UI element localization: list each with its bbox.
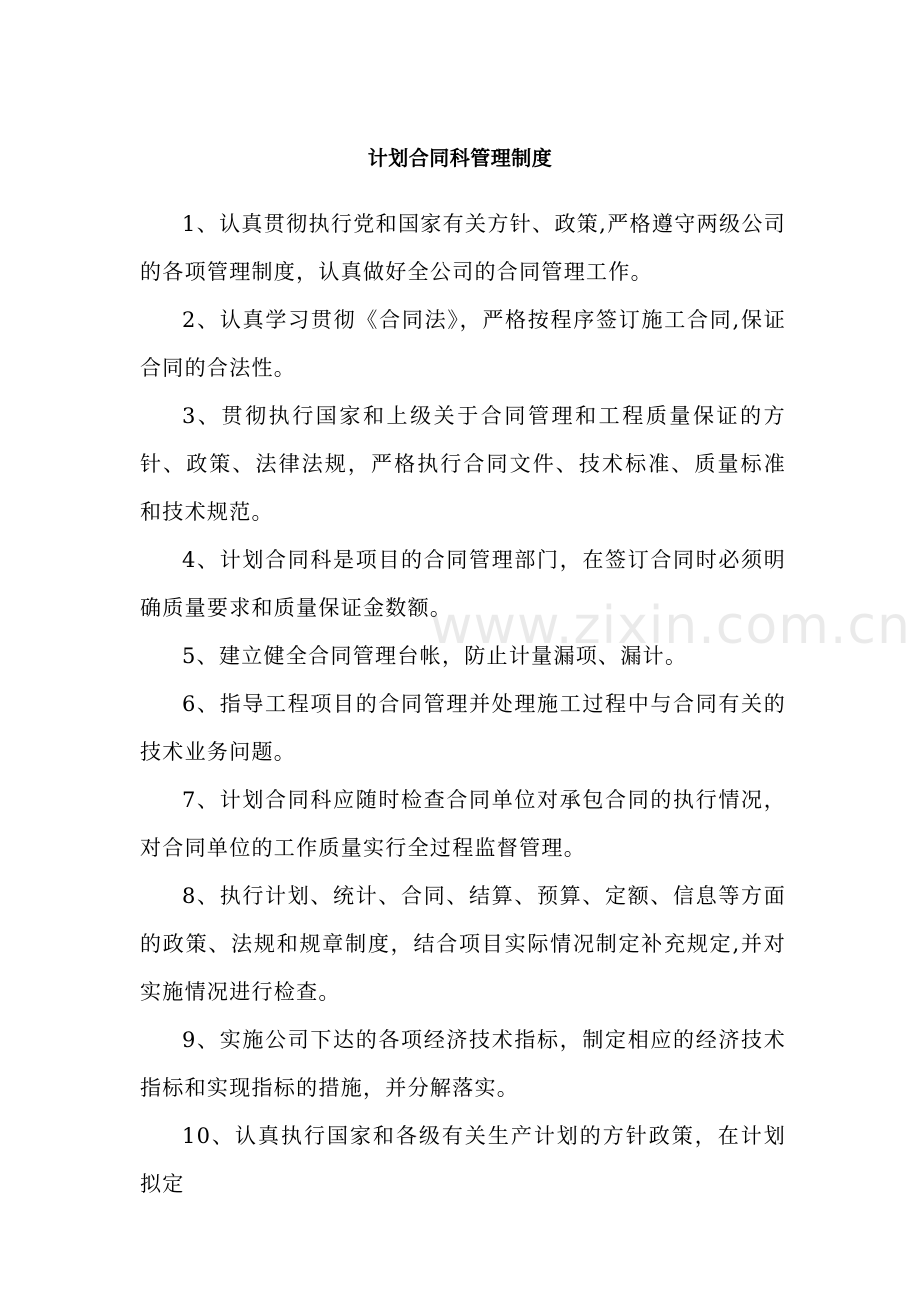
paragraph-9: 9、实施公司下达的各项经济技术指标，制定相应的经济技术指标和实现指标的措施，并分解落实。 — [140, 1028, 786, 1100]
document-body — [140, 200, 786, 1208]
document-title: 计划合同科管理制度 — [367, 146, 553, 170]
paragraph-4: 4、计划合同科是项目的合同管理部门，在签订合同时必须明确质量要求和质量保证金数额。 — [140, 548, 786, 620]
paragraph-7: 7、计划合同科应随时检查合同单位对承包合同的执行情况，对合同单位的工作质量实行全过程监督管理。 — [140, 788, 786, 860]
paragraph-3: 3、贯彻执行国家和上级关于合同管理和工程质量保证的方针、政策、法律法规，严格执行合同文件、技术标准、质量标准和技术规范。 — [140, 404, 786, 524]
paragraph-2: 2、认真学习贯彻《合同法》，严格按程序签订施工合同,保证合同的合法性。 — [140, 308, 786, 380]
paragraph-8: 8、执行计划、统计、合同、结算、预算、定额、信息等方面的政策、法规和规章制度，结合项目实际情况制定补充规定,并对实施情况进行检查。 — [140, 884, 786, 1004]
paragraph-5: 5、建立健全合同管理台帐，防止计量漏项、漏计。 — [182, 644, 688, 668]
paragraph-10: 10、认真执行国家和各级有关生产计划的方针政策，在计划拟定 — [140, 1124, 786, 1196]
watermark: www.zixin.com.cn — [430, 596, 911, 656]
paragraph-6: 6、指导工程项目的合同管理并处理施工过程中与合同有关的技术业务问题。 — [140, 692, 786, 764]
paragraph-1: 1、认真贯彻执行党和国家有关方针、政策,严格遵守两级公司的各项管理制度，认真做好全公司的合同管理工作。 — [140, 212, 786, 284]
